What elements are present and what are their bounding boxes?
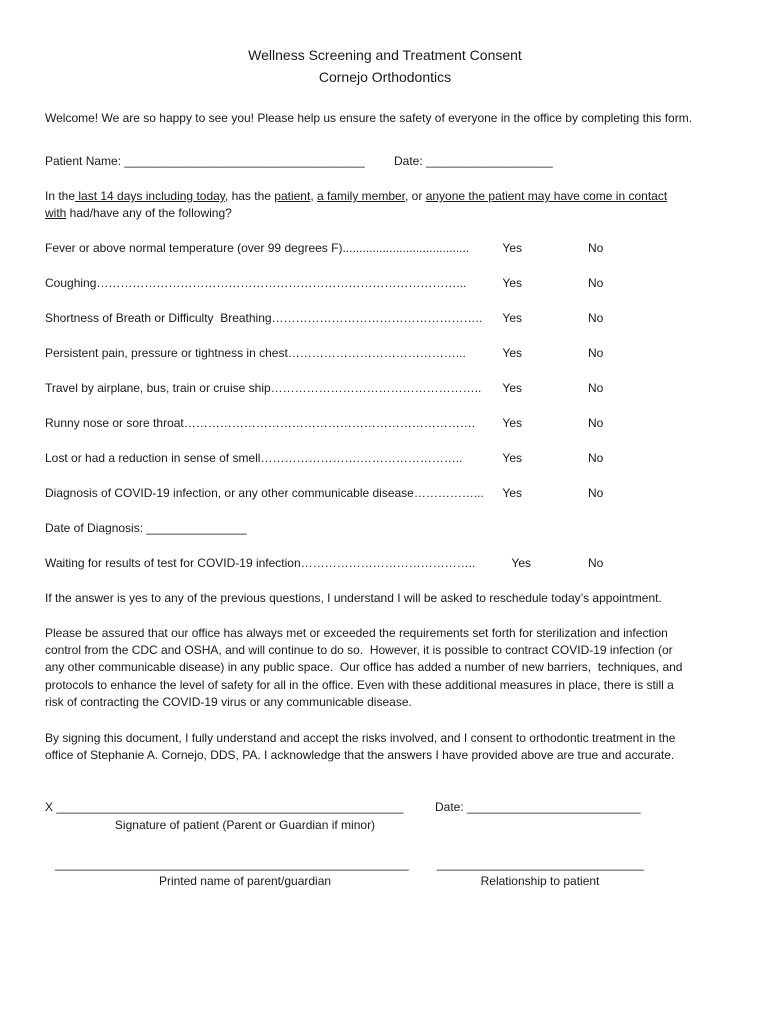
answer-no[interactable]: No <box>588 311 604 325</box>
date-row <box>394 154 553 168</box>
intro-underline-patient: patient <box>274 189 311 203</box>
question-label: Coughing………………………………………………………………………………... <box>45 276 467 290</box>
intro-line-1 <box>45 189 667 203</box>
answer-no[interactable]: No <box>588 276 604 290</box>
answer-no[interactable]: No <box>588 556 604 570</box>
question-label: Travel by airplane, bus, train or cruise ship…………………………………………….. <box>45 381 482 395</box>
answer-yes[interactable]: Yes <box>502 276 522 290</box>
answer-yes[interactable]: Yes <box>502 311 522 325</box>
answer-yes[interactable]: Yes <box>502 416 522 430</box>
document-subtitle: Cornejo Orthodontics <box>318 69 452 85</box>
answer-no[interactable]: No <box>588 241 604 255</box>
diagnosis-date-field[interactable]: Date of Diagnosis: _______________ <box>45 521 247 535</box>
signature-date-field[interactable]: __________________________ <box>467 800 641 814</box>
question-label: Lost or had a reduction in sense of smell…………………….…………………….. <box>45 451 463 465</box>
printed-name-caption: Printed name of parent/guardian <box>158 874 332 888</box>
assurance-line: any other communicable disease) in any public space. Our office has added a number of new barriers, techniques, and <box>45 660 683 674</box>
answer-no[interactable]: No <box>588 486 604 500</box>
question-label: Runny nose or sore throat………………………………………………………………. <box>45 416 476 430</box>
answer-yes[interactable]: Yes <box>502 381 522 395</box>
intro-text: had/have any of the following? <box>66 206 232 220</box>
answer-yes[interactable]: Yes <box>502 486 522 500</box>
date-field[interactable]: ___________________ <box>426 154 553 168</box>
signature-row <box>45 800 403 814</box>
signature-caption: Signature of patient (Parent or Guardian if minor) <box>114 818 376 832</box>
answer-yes[interactable]: Yes <box>502 241 522 255</box>
consent-line: office of Stephanie A. Cornejo, DDS, PA. I acknowledge that the answers I have provided above are true and accurate. <box>45 748 675 762</box>
assurance-line: risk of contracting the COVID-19 virus or any communicable disease. <box>45 695 412 709</box>
intro-underline-contact: anyone the patient may have come in contact <box>425 189 668 203</box>
signature-date-row <box>435 800 641 814</box>
patient-name-label: Patient Name: <box>45 154 125 168</box>
answer-yes[interactable]: Yes <box>502 346 522 360</box>
relationship-field[interactable]: _______________________________ <box>437 857 644 871</box>
question-label: Persistent pain, pressure or tightness in chest……………………………………... <box>45 346 466 360</box>
relationship-caption: Relationship to patient <box>480 874 600 888</box>
intro-underline-days: last 14 days including today <box>75 189 225 203</box>
answer-yes[interactable]: Yes <box>502 451 522 465</box>
signature-field[interactable]: ____________________________________________________ <box>56 800 404 814</box>
answer-no[interactable]: No <box>588 381 604 395</box>
question-label: Waiting for results of test for COVID-19 infection…………………………………….. <box>45 556 476 570</box>
signature-x-mark: X <box>45 800 54 814</box>
intro-underline-with: with <box>45 206 67 220</box>
answer-yes[interactable]: Yes <box>511 556 531 570</box>
question-label: Shortness of Breath or Difficulty Breathing…………………………………………….. <box>45 311 483 325</box>
printed-name-field[interactable]: _____________________________________________________ <box>55 857 409 871</box>
assurance-line: protocols to enhance the level of safety for all in the office. Even with these additional measures in place, there is still a <box>45 678 674 692</box>
answer-no[interactable]: No <box>588 346 604 360</box>
welcome-text: Welcome! We are so happy to see you! Please help us ensure the safety of everyone in the office by completing this form. <box>45 111 693 125</box>
question-label: Fever or above normal temperature (over 99 degrees F)...................................... <box>45 241 470 255</box>
intro-text: In the <box>45 189 76 203</box>
signature-date-label: Date: <box>435 800 468 814</box>
consent-line: By signing this document, I fully understand and accept the risks involved, and I consent to orthodontic treatment in the <box>45 731 676 745</box>
answer-no[interactable]: No <box>588 451 604 465</box>
intro-line-2 <box>45 206 232 220</box>
patient-name-field[interactable]: ____________________________________ <box>124 154 365 168</box>
intro-underline-family: a family member <box>316 189 406 203</box>
patient-name-row <box>45 154 365 168</box>
intro-text: , or <box>405 189 426 203</box>
reschedule-notice: If the answer is yes to any of the previous questions, I understand I will be asked to reschedule today’s appointment. <box>45 591 662 605</box>
intro-text: , <box>310 189 317 203</box>
answer-no[interactable]: No <box>588 416 604 430</box>
intro-text: , has the <box>224 189 275 203</box>
assurance-line: control from the CDC and OSHA, and will continue to do so. However, it is possible to contract COVID-19 infection (or <box>45 643 673 657</box>
question-label: Diagnosis of COVID-19 infection, or any other communicable disease……………... <box>45 486 484 500</box>
date-label: Date: <box>394 154 427 168</box>
assurance-line: Please be assured that our office has always met or exceeded the requirements set forth for sterilization and infection <box>45 626 668 640</box>
document-title: Wellness Screening and Treatment Consent <box>248 47 522 63</box>
